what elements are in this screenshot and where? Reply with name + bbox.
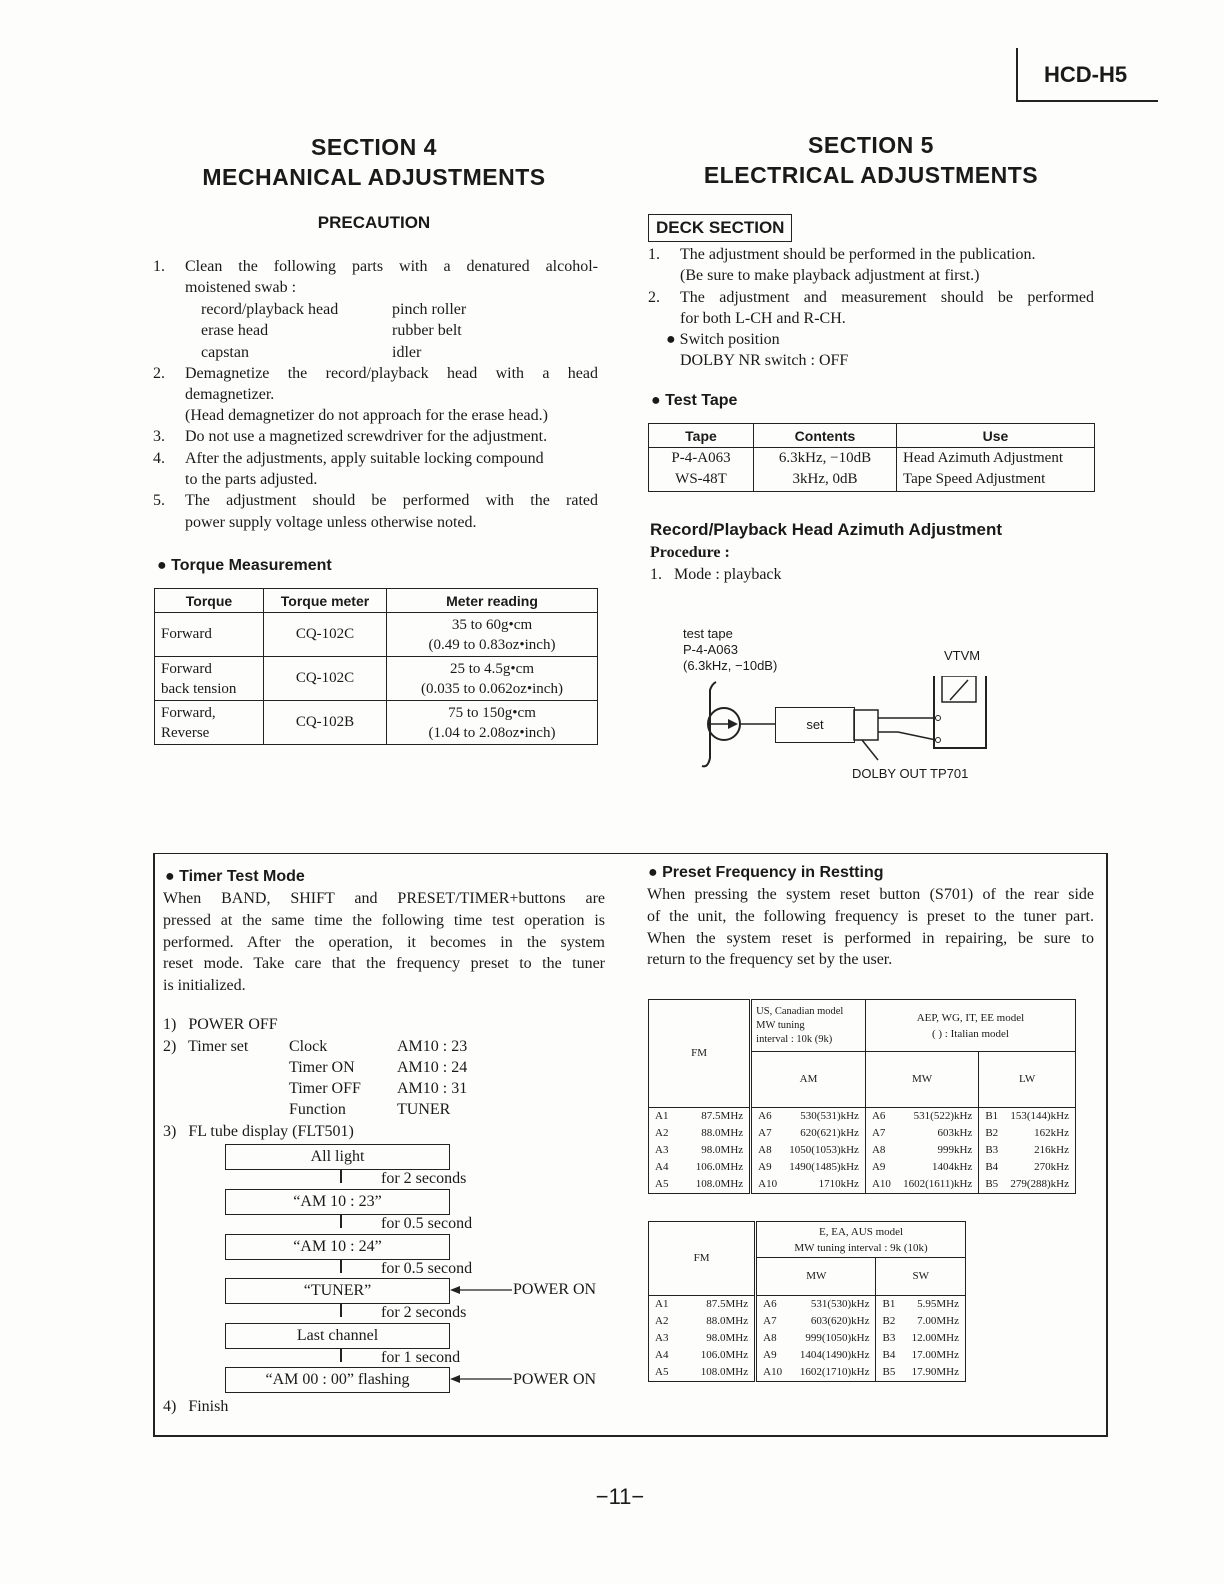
- test-tape-heading: ● Test Tape: [651, 392, 738, 409]
- test-tape-table: Tape Contents Use P-4-A063 6.3kHz, −10dB Head Azimuth Adjustment WS-48T 3kHz, 0dB Tape Speed Adjustment: [648, 423, 1095, 492]
- table-row: [649, 1347, 966, 1364]
- flow-am-10-24: “AM 10 : 24”: [225, 1234, 450, 1260]
- table-row: P-4-A063 6.3kHz, −10dB Head Azimuth Adjustment: [649, 448, 1095, 469]
- table-row: Forward back tension CQ-102C 25 to 4.5g•cm (0.035 to 0.062oz•inch): [155, 657, 598, 701]
- preset-heading: ● Preset Frequency in Restting: [648, 864, 884, 881]
- table-cell: 1490(1485)kHz: [783, 1159, 865, 1176]
- table-cell: 530(531)kHz: [783, 1108, 865, 1126]
- timer-step-4: 4) Finish: [163, 1398, 229, 1415]
- table-row: [649, 1296, 966, 1314]
- table-cell: 88.0MHz: [681, 1313, 756, 1330]
- frequency-table-2: FM E, EA, AUS model MW tuning interval : 9k (10k) MW SW A1 87.5MHz A6 531(530)kHz B1 5.95MHz A2 88.0MHz A7 603(620)kHz B2 7.00MHz A3 98.0MHz A8 999(1050)kHz B3 12.00MHz A4 106.0MHz A9 1404(1490)kHz B4 17.00MHz A5 108.0MHz A10 1602(1710)kHz B5 17.90MHz: [648, 1221, 966, 1382]
- page-number: −11−: [595, 1484, 645, 1509]
- deck-section-label: DECK SECTION: [648, 214, 792, 242]
- table-cell: 87.5MHz: [679, 1108, 751, 1126]
- precaution-item-3: 3. Do not use a magnetized screwdriver for the adjustment.: [153, 428, 548, 446]
- flow-am-10-23: “AM 10 : 23”: [225, 1189, 450, 1215]
- parts-list: record/playback head pinch roller erase head rubber belt capstan idler: [201, 300, 467, 361]
- table-cell: A1: [649, 1108, 680, 1126]
- table-cell: B5: [979, 1176, 1004, 1194]
- model-header: [1016, 48, 1158, 102]
- torque-table: [154, 588, 598, 745]
- table-cell: B4: [979, 1159, 1004, 1176]
- precaution-list: [153, 256, 598, 533]
- switch-position: ● Switch position: [666, 331, 780, 349]
- power-on-2: POWER ON: [513, 1371, 597, 1388]
- table-cell: A4: [649, 1159, 680, 1176]
- table-cell: B2: [979, 1125, 1004, 1142]
- model-number: HCD-H5: [1044, 62, 1128, 87]
- table-cell: 87.5MHz: [681, 1296, 756, 1314]
- table-cell: B2: [876, 1313, 903, 1330]
- table-cell: 108.0MHz: [681, 1364, 756, 1382]
- precaution-item-5: 5. The adjustment should be performed with the rated power supply voltage unless otherwise noted.: [153, 492, 598, 531]
- table-cell: 153(144)kHz: [1004, 1108, 1075, 1126]
- table-cell: 1404kHz: [897, 1159, 979, 1176]
- table-cell: A5: [649, 1364, 681, 1382]
- table-row: [649, 1108, 1076, 1126]
- table-cell: 999kHz: [897, 1142, 979, 1159]
- table-cell: 999(1050)kHz: [790, 1330, 876, 1347]
- frequency-table-1-body: [649, 1108, 1076, 1194]
- table-cell: 88.0MHz: [679, 1125, 751, 1142]
- table-cell: A6: [865, 1108, 897, 1126]
- table-cell: A4: [649, 1347, 681, 1364]
- table-cell: A10: [751, 1176, 784, 1194]
- precaution-item-1: 1. Clean the following parts with a denatured alcohol- moistened swab :: [153, 258, 598, 297]
- arrow-icon: [340, 1169, 342, 1183]
- table-cell: B1: [979, 1108, 1004, 1126]
- timer-heading: ● Timer Test Mode: [165, 868, 305, 885]
- table-cell: 531(530)kHz: [790, 1296, 876, 1314]
- frequency-table-2-body: [649, 1296, 966, 1382]
- table-row: [649, 1330, 966, 1347]
- table-cell: 603kHz: [897, 1125, 979, 1142]
- table-cell: 1404(1490)kHz: [790, 1347, 876, 1364]
- table-cell: B3: [979, 1142, 1004, 1159]
- table-row: WS-48T 3kHz, 0dB Tape Speed Adjustment: [649, 469, 1095, 492]
- table-cell: 270kHz: [1004, 1159, 1075, 1176]
- table-cell: 531(522)kHz: [897, 1108, 979, 1126]
- table-cell: 108.0MHz: [679, 1176, 751, 1194]
- section5-heading: [645, 130, 1097, 190]
- flow-am-00-00: “AM 00 : 00” flashing: [225, 1367, 450, 1393]
- test-connection-diagram: [690, 676, 1000, 776]
- table-cell: 106.0MHz: [679, 1159, 751, 1176]
- table-cell: A2: [649, 1125, 680, 1142]
- electrical-item-2: 2. The adjustment and measurement should be performed for both L-CH and R-CH. ● Switch position DOLBY NR switch : OFF: [648, 287, 1094, 372]
- duration-2: for 0.5 second: [381, 1215, 473, 1232]
- mode-step: 1. Mode : playback: [650, 566, 782, 583]
- arrow-icon: [340, 1259, 342, 1273]
- table-cell: B5: [876, 1364, 903, 1382]
- vtvm-label: VTVM: [944, 648, 981, 663]
- table-cell: 98.0MHz: [679, 1142, 751, 1159]
- table-cell: 1050(1053)kHz: [783, 1142, 865, 1159]
- timer-settings: Clock AM10 : 23 Timer ON AM10 : 24 Timer OFF AM10 : 31 Function TUNER: [289, 1038, 468, 1118]
- dolby-switch: DOLBY NR switch : OFF: [680, 352, 849, 370]
- torque-col-header: Torque: [155, 589, 264, 613]
- table-cell: A10: [756, 1364, 790, 1382]
- duration-3: for 0.5 second: [381, 1260, 473, 1277]
- arrow-icon: [340, 1348, 342, 1362]
- precaution-item-2: 2. Demagnetize the record/playback head with a head demagnetizer. (Head demagnetizer do not approach for the erase head.): [153, 364, 598, 425]
- table-cell: B1: [876, 1296, 903, 1314]
- timer-step-1: 1) POWER OFF: [163, 1016, 278, 1033]
- precaution-heading: PRECAUTION: [317, 213, 431, 232]
- table-row: [649, 1313, 966, 1330]
- table-row: Forward CQ-102C 35 to 60g•cm (0.49 to 0.83oz•inch): [155, 613, 598, 657]
- table-cell: 1602(1710)kHz: [790, 1364, 876, 1382]
- reading-col-header: Meter reading: [387, 589, 598, 613]
- power-on-1: POWER ON: [513, 1281, 597, 1298]
- table-row: [649, 1142, 1076, 1159]
- section4-heading: [150, 132, 598, 192]
- table-cell: 1602(1611)kHz: [897, 1176, 979, 1194]
- table-cell: B3: [876, 1330, 903, 1347]
- table-cell: 7.00MHz: [903, 1313, 966, 1330]
- table-cell: 162kHz: [1004, 1125, 1075, 1142]
- table-cell: 17.00MHz: [903, 1347, 966, 1364]
- timer-step-2: 2) Timer set: [163, 1038, 249, 1055]
- table-cell: A6: [756, 1296, 790, 1314]
- table-row: [649, 1364, 966, 1382]
- table-cell: 603(620)kHz: [790, 1313, 876, 1330]
- table-cell: 98.0MHz: [681, 1330, 756, 1347]
- table-cell: A8: [865, 1142, 897, 1159]
- table-cell: A1: [649, 1296, 681, 1314]
- precaution-item-4: 4. After the adjustments, apply suitable locking compound to the parts adjusted.: [153, 449, 544, 489]
- section5-title: ELECTRICAL ADJUSTMENTS: [703, 162, 1039, 188]
- table-cell: A10: [865, 1176, 897, 1194]
- table-cell: 106.0MHz: [681, 1347, 756, 1364]
- table-cell: A7: [756, 1313, 790, 1330]
- table-row: [649, 1176, 1076, 1194]
- table-row: [649, 1125, 1076, 1142]
- table-cell: A3: [649, 1330, 681, 1347]
- duration-4: for 2 seconds: [381, 1304, 467, 1321]
- table-cell: A9: [756, 1347, 790, 1364]
- table-row: Forward, Reverse CQ-102B 75 to 150g•cm (1.04 to 2.08oz•inch): [155, 701, 598, 745]
- table-cell: A8: [756, 1330, 790, 1347]
- table-cell: A8: [751, 1142, 784, 1159]
- frequency-table-1: FM US, Canadian model MW tuning interval : 10k (9k) AEP, WG, IT, EE model ( ) : Italian model AM MW LW A1 87.5MHz A6 530(531)kHz A6 531(522)kHz B1 153(144)kHz A2 88.0MHz A7 620(621)kHz A7 603kHz B2 162kHz A3 98.0MHz A8 1050(1053)kHz A8 999kHz B3 216kHz A4 106.0MHz A9 1490(1485)kHz A9 1404kHz B4 270kHz A5 108.0MHz A10 1710kHz A10 1602(1611)kHz B5 279(288)kHz: [648, 999, 1076, 1194]
- section5-label: SECTION 5: [808, 132, 934, 158]
- preset-paragraph: When pressing the system reset button (S701) of the rear side of the unit, the following frequency is preset to the tuner part. When the system reset is performed in repairing, be sure to return to the frequency set by the user.: [647, 886, 1094, 969]
- table-cell: A3: [649, 1142, 680, 1159]
- duration-5: for 1 second: [381, 1349, 461, 1366]
- set-box: set: [775, 707, 855, 743]
- table-row: [649, 1159, 1076, 1176]
- table-cell: 17.90MHz: [903, 1364, 966, 1382]
- table-cell: 1710kHz: [783, 1176, 865, 1194]
- flow-last-channel: Last channel: [225, 1323, 450, 1349]
- table-cell: A2: [649, 1313, 681, 1330]
- table-cell: A7: [751, 1125, 784, 1142]
- table-cell: A7: [865, 1125, 897, 1142]
- flow-tuner: “TUNER”: [225, 1278, 450, 1304]
- table-cell: 12.00MHz: [903, 1330, 966, 1347]
- timer-step-3: 3) FL tube display (FLT501): [163, 1123, 354, 1140]
- table-cell: B4: [876, 1347, 903, 1364]
- flow-all-light: All light: [225, 1144, 450, 1170]
- table-cell: A9: [751, 1159, 784, 1176]
- arrow-icon: [340, 1214, 342, 1228]
- table-cell: 620(621)kHz: [783, 1125, 865, 1142]
- dolby-out-label: DOLBY OUT TP701: [852, 766, 969, 781]
- arrow-icon: [340, 1303, 342, 1317]
- torque-heading: ● Torque Measurement: [157, 557, 332, 574]
- electrical-list: [648, 244, 1094, 372]
- duration-1: for 2 seconds: [381, 1170, 467, 1187]
- azimuth-heading: Record/Playback Head Azimuth Adjustment: [650, 520, 1003, 539]
- test-tape-label: test tape P-4-A063 (6.3kHz, −10dB): [683, 626, 778, 673]
- table-cell: 216kHz: [1004, 1142, 1075, 1159]
- procedure-label: Procedure :: [650, 544, 730, 561]
- timer-paragraph: When BAND, SHIFT and PRESET/TIMER+buttons are pressed at the same time the following time test operation is performed. After the operation, it becomes in the system reset mode. Take care that the frequency preset to the tuner is initialized.: [163, 890, 605, 995]
- table-cell: 279(288)kHz: [1004, 1176, 1075, 1194]
- electrical-item-1: 1. The adjustment should be performed in the publication. (Be sure to make playback adjustment at first.): [648, 246, 1036, 285]
- table-cell: A6: [751, 1108, 784, 1126]
- section4-title: MECHANICAL ADJUSTMENTS: [202, 164, 546, 190]
- table-cell: A9: [865, 1159, 897, 1176]
- table-cell: 5.95MHz: [903, 1296, 966, 1314]
- power-on-arrows: [448, 1282, 514, 1386]
- table-cell: A5: [649, 1176, 680, 1194]
- section4-label: SECTION 4: [311, 134, 437, 160]
- meter-col-header: Torque meter: [264, 589, 387, 613]
